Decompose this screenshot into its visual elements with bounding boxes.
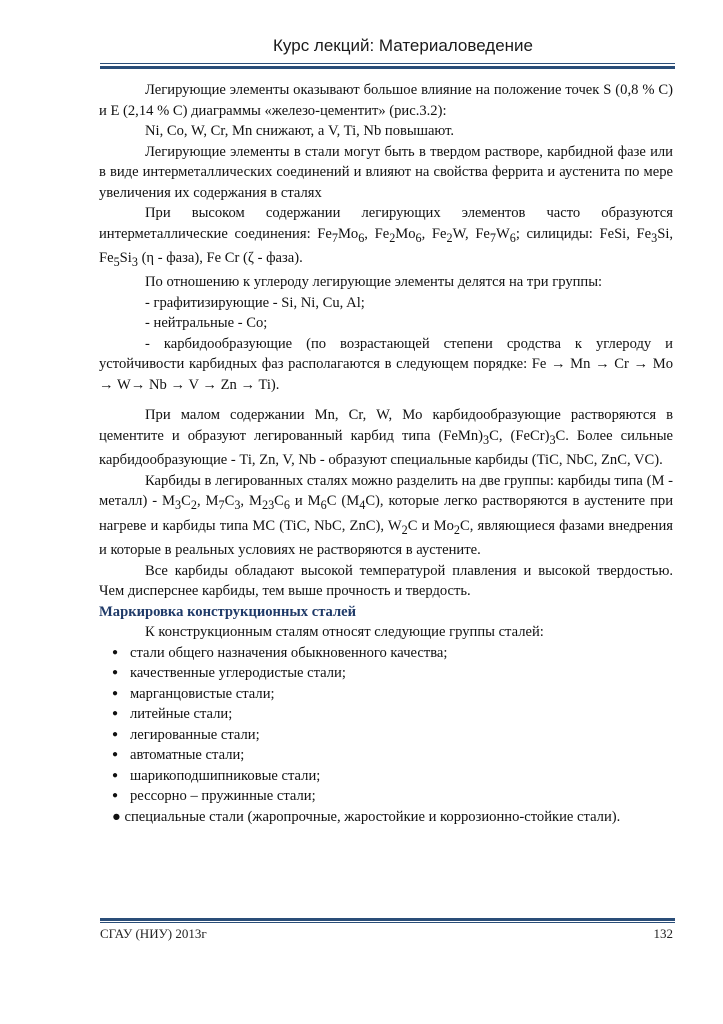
page-body — [99, 80, 673, 827]
list-item: ● шарикоподшипниковые стали; — [99, 766, 673, 787]
list-item: ● марганцовистые стали; — [99, 684, 673, 705]
footer-rule-thin — [100, 922, 675, 923]
paragraph-alloy-influence: Легирующие элементы оказывают большое влияние на положение точек S (0,8 % C) и E (2,14 % C) диаграммы «железо-цементит» (рис.3.2): — [99, 82, 673, 119]
paragraph-lower-raise: Ni, Co, W, Cr, Mn снижают, а V, Ti, Nb повышают. — [145, 123, 455, 139]
list-item: ● автоматные стали; — [99, 745, 673, 766]
header-rule-thick — [100, 66, 675, 69]
bullet-glyph: ● — [112, 808, 125, 825]
steel-groups-list — [99, 643, 673, 828]
section-heading: Маркировка конструкционных сталей — [99, 603, 357, 620]
paragraph-solid-solution: Легирующие элементы в стали могут быть в твердом растворе, карбидной фазе или в виде интерметаллических соединений и влияют на свойства феррита и аустенита по мере увеличения их содержания в сталях — [99, 143, 673, 201]
paragraph-intermetallics: При высоком содержании легирующих элементов часто образуются интерметаллические соединения: $Fe_7Mo_6$, $Fe_2Mo_6$, $Fe_2W$, $Fe_7W_6$; силициды: FeSi, $Fe_3Si$, $Fe_5Si_3$ (η - фаза), Fe Cr (ζ - фаза). — [99, 205, 674, 269]
paragraph-carbide-groups: Карбиды в легированных сталях можно разделить на две группы: карбиды типа (М - металл) - $M_3C_2$, $M_7C_3$, $M_{23}C_6$ и $M_6C$ $(M_4C)$, которые легко растворяются в аустените при нагреве и карбиды типа MC (TiC, NbC, ZnC), $W_2C$ и $Mo_2C$, являющиеся фазами внедрения и которые в реальных условиях не растворяются в аустените. — [99, 472, 674, 559]
header-rule-thin — [100, 63, 675, 64]
paragraph-structural-intro: К конструкционным сталям относят следующие группы сталей: — [145, 624, 544, 641]
list-item-carbide-forming: - карбидообразующие (по возрастающей степени сродства к углероду и устойчивости карбидных фаз располагаются в следующем порядке: Fe → Mn → Cr → Mo → W→ Nb → V → Zn → Ti). — [99, 335, 673, 393]
list-item-neutral: - нейтральные - Co; — [145, 315, 268, 332]
footer-institution: СГАУ (НИУ) 2013г — [100, 926, 207, 941]
list-item: ● качественные углеродистые стали; — [99, 663, 673, 684]
list-item-special-steels: ● специальные стали (жаропрочные, жаростойкие и коррозионно-стойкие стали). — [99, 807, 673, 828]
page-number: 132 — [653, 926, 673, 941]
list-item: ● рессорно – пружинные стали; — [99, 786, 673, 807]
list-item: ● литейные стали; — [99, 704, 673, 725]
footer-rule-thick — [100, 918, 675, 921]
list-item-graphitizing: - графитизирующие - Si, Ni, Cu, Al; — [145, 294, 365, 311]
paragraph-three-groups: По отношению к углероду легирующие элементы делятся на три группы: — [145, 274, 603, 291]
list-item: ● стали общего назначения обыкновенного качества; — [99, 643, 673, 664]
paragraph-cementite-carbides: При малом содержании Mn, Cr, W, Mo карбидообразующие растворяются в цементите и образуют легированный карбид типа $(FeMn)_3C$, $(FeCr)_3C$. Более сильные карбидообразующие - Ti, Zn, V, Nb - образуют специальные карбиды (TiC, NbC, ZnC, VC). — [99, 407, 673, 469]
list-item: ● легированные стали; — [99, 725, 673, 746]
running-header-title: Курс лекций: Материаловедение — [273, 36, 533, 55]
paragraph-carbide-hardness: Все карбиды обладают высокой температурой плавления и высокой твердостью. Чем дисперснее карбиды, тем выше прочность и твердость. — [99, 562, 673, 600]
